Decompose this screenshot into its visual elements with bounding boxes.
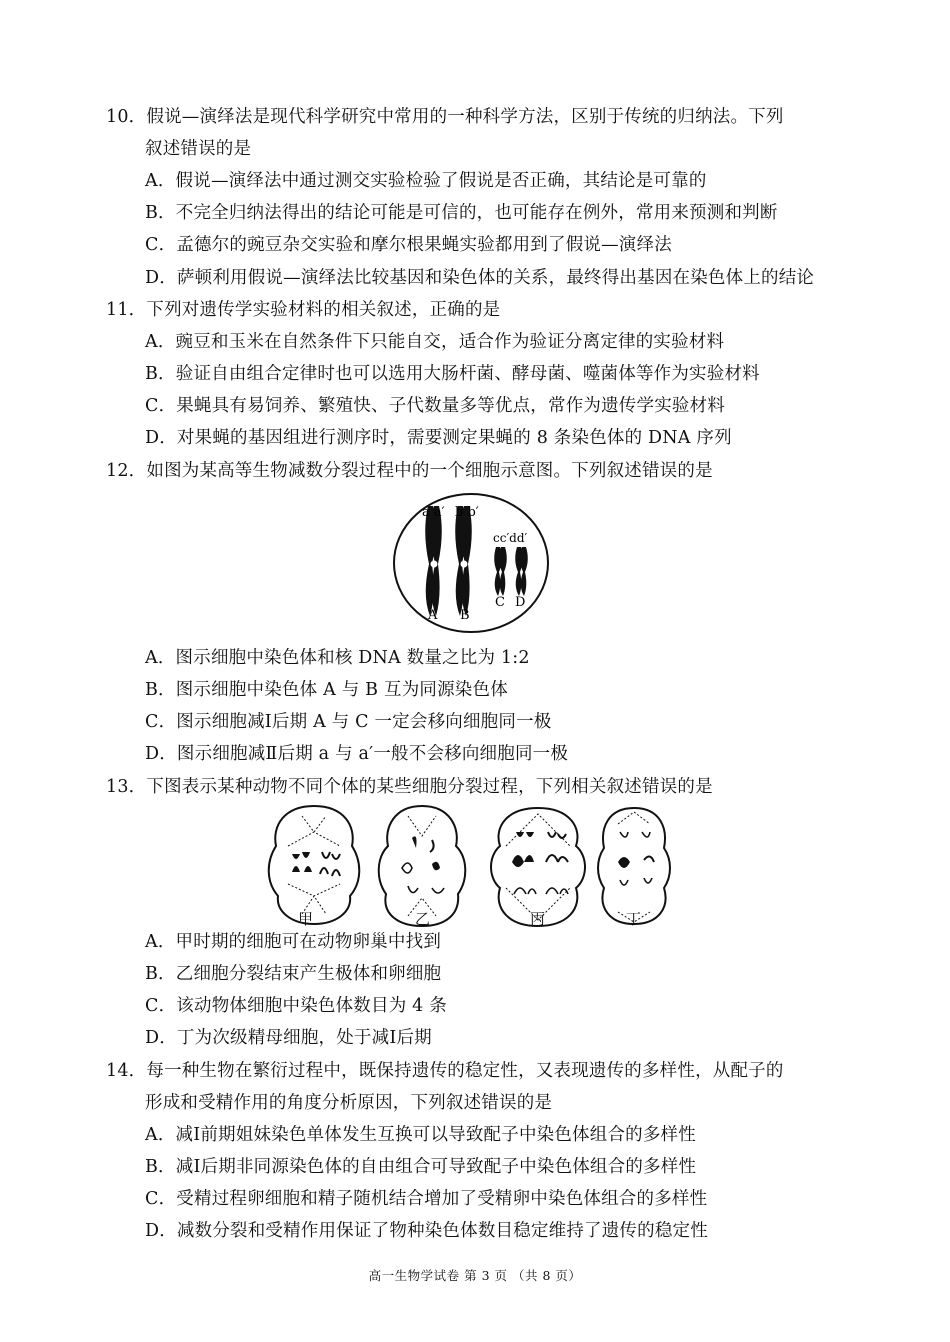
figure-12-label-D: D (515, 595, 526, 610)
question-10-option-b: B．不完全归纳法得出的结论可能是可信的，也可能存在例外，常用来预测和判断 (145, 203, 778, 223)
question-11-stem: 11．下列对遗传学实验材料的相关叙述，正确的是 (106, 300, 501, 320)
question-11-option-c: C．果蝇具有易饲养、繁殖快、子代数量多等优点，常作为遗传学实验材料 (145, 396, 725, 416)
question-12-stem: 12．如图为某高等生物减数分裂过程中的一个细胞示意图。下列叙述错误的是 (106, 461, 713, 481)
figure-13-caption-yi: 乙 (415, 910, 431, 928)
question-14-stem-line-2: 形成和受精作用的角度分析原因，下列叙述错误的是 (145, 1093, 553, 1113)
question-14-option-d: D．减数分裂和受精作用保证了物种染色体数目稳定维持了遗传的稳定性 (145, 1221, 708, 1241)
question-14-option-c: C．受精过程卵细胞和精子随机结合增加了受精卵中染色体组合的多样性 (145, 1189, 708, 1209)
question-13-stem: 13．下图表示某种动物不同个体的某些细胞分裂过程，下列相关叙述错误的是 (106, 777, 713, 797)
question-12-option-a: A．图示细胞中染色体和核 DNA 数量之比为 1:2 (145, 648, 530, 668)
question-13-option-a: A．甲时期的细胞可在动物卵巢中找到 (145, 932, 442, 952)
question-13-option-c: C．该动物体细胞中染色体数目为 4 条 (145, 996, 447, 1016)
question-10-option-a: A．假说—演绎法中通过测交实验检验了假说是否正确，其结论是可靠的 (145, 171, 707, 191)
figure-12-label-A: A (428, 608, 438, 623)
question-14-option-b: B．减Ⅰ后期非同源染色体的自由组合可导致配子中染色体组合的多样性 (145, 1157, 697, 1177)
question-12-option-d: D．图示细胞减Ⅱ后期 a 与 a′一般不会移向细胞同一极 (145, 744, 569, 764)
question-14-stem-line-1: 14．每一种生物在繁衍过程中，既保持遗传的稳定性，又表现遗传的多样性，从配子的 (106, 1061, 784, 1081)
question-14-option-a: A．减Ⅰ前期姐妹染色单体发生互换可以导致配子中染色体组合的多样性 (145, 1125, 696, 1145)
figure-13-cell-jia (269, 806, 360, 924)
page-footer: 高一生物学试卷 第 3 页 （共 8 页） (368, 1268, 582, 1283)
question-12-option-b: B．图示细胞中染色体 A 与 B 互为同源染色体 (145, 680, 508, 700)
figure-12-label-ccdd: cc′dd′ (493, 531, 528, 545)
figure-13-caption-jia-text: 甲 (298, 910, 314, 928)
question-13-option-d: D．丁为次级精母细胞，处于减Ⅰ后期 (145, 1028, 432, 1048)
question-10-option-d: D．萨顿利用假说—演绎法比较基因和染色体的关系，最终得出基因在染色体上的结论 (145, 268, 815, 288)
figure-12-label-C: C (495, 595, 505, 610)
figure-13-caption-ding: 丁 (626, 910, 642, 928)
question-13-option-b: B．乙细胞分裂结束产生极体和卵细胞 (145, 964, 442, 984)
question-11-option-b: B．验证自由组合定律时也可以选用大肠杆菌、酵母菌、噬菌体等作为实验材料 (145, 364, 760, 384)
question-10-stem-line-1: 10．假说—演绎法是现代科学研究中常用的一种科学方法，区别于传统的归纳法。下列 (106, 107, 784, 127)
figure-12-cell-diagram (392, 492, 552, 634)
figure-13-cell-division-diagram (262, 802, 682, 930)
question-11-option-d: D．对果蝇的基因组进行测序时，需要测定果蝇的 8 条染色体的 DNA 序列 (145, 428, 732, 448)
question-10-option-c: C．孟德尔的豌豆杂交实验和摩尔根果蝇实验都用到了假说—演绎法 (145, 235, 672, 255)
question-11-option-a: A．豌豆和玉米在自然条件下只能自交，适合作为验证分离定律的实验材料 (145, 332, 725, 352)
figure-12-label-B: B (460, 608, 470, 623)
figure-12-label-bb: b b′ (455, 505, 479, 520)
figure-13-caption-bing: 丙 (530, 910, 546, 928)
question-10-stem-line-2: 叙述错误的是 (145, 139, 252, 159)
figure-12-label-aa: a a′ (422, 505, 445, 520)
question-12-option-c: C．图示细胞减Ⅰ后期 A 与 C 一定会移向细胞同一极 (145, 712, 552, 732)
